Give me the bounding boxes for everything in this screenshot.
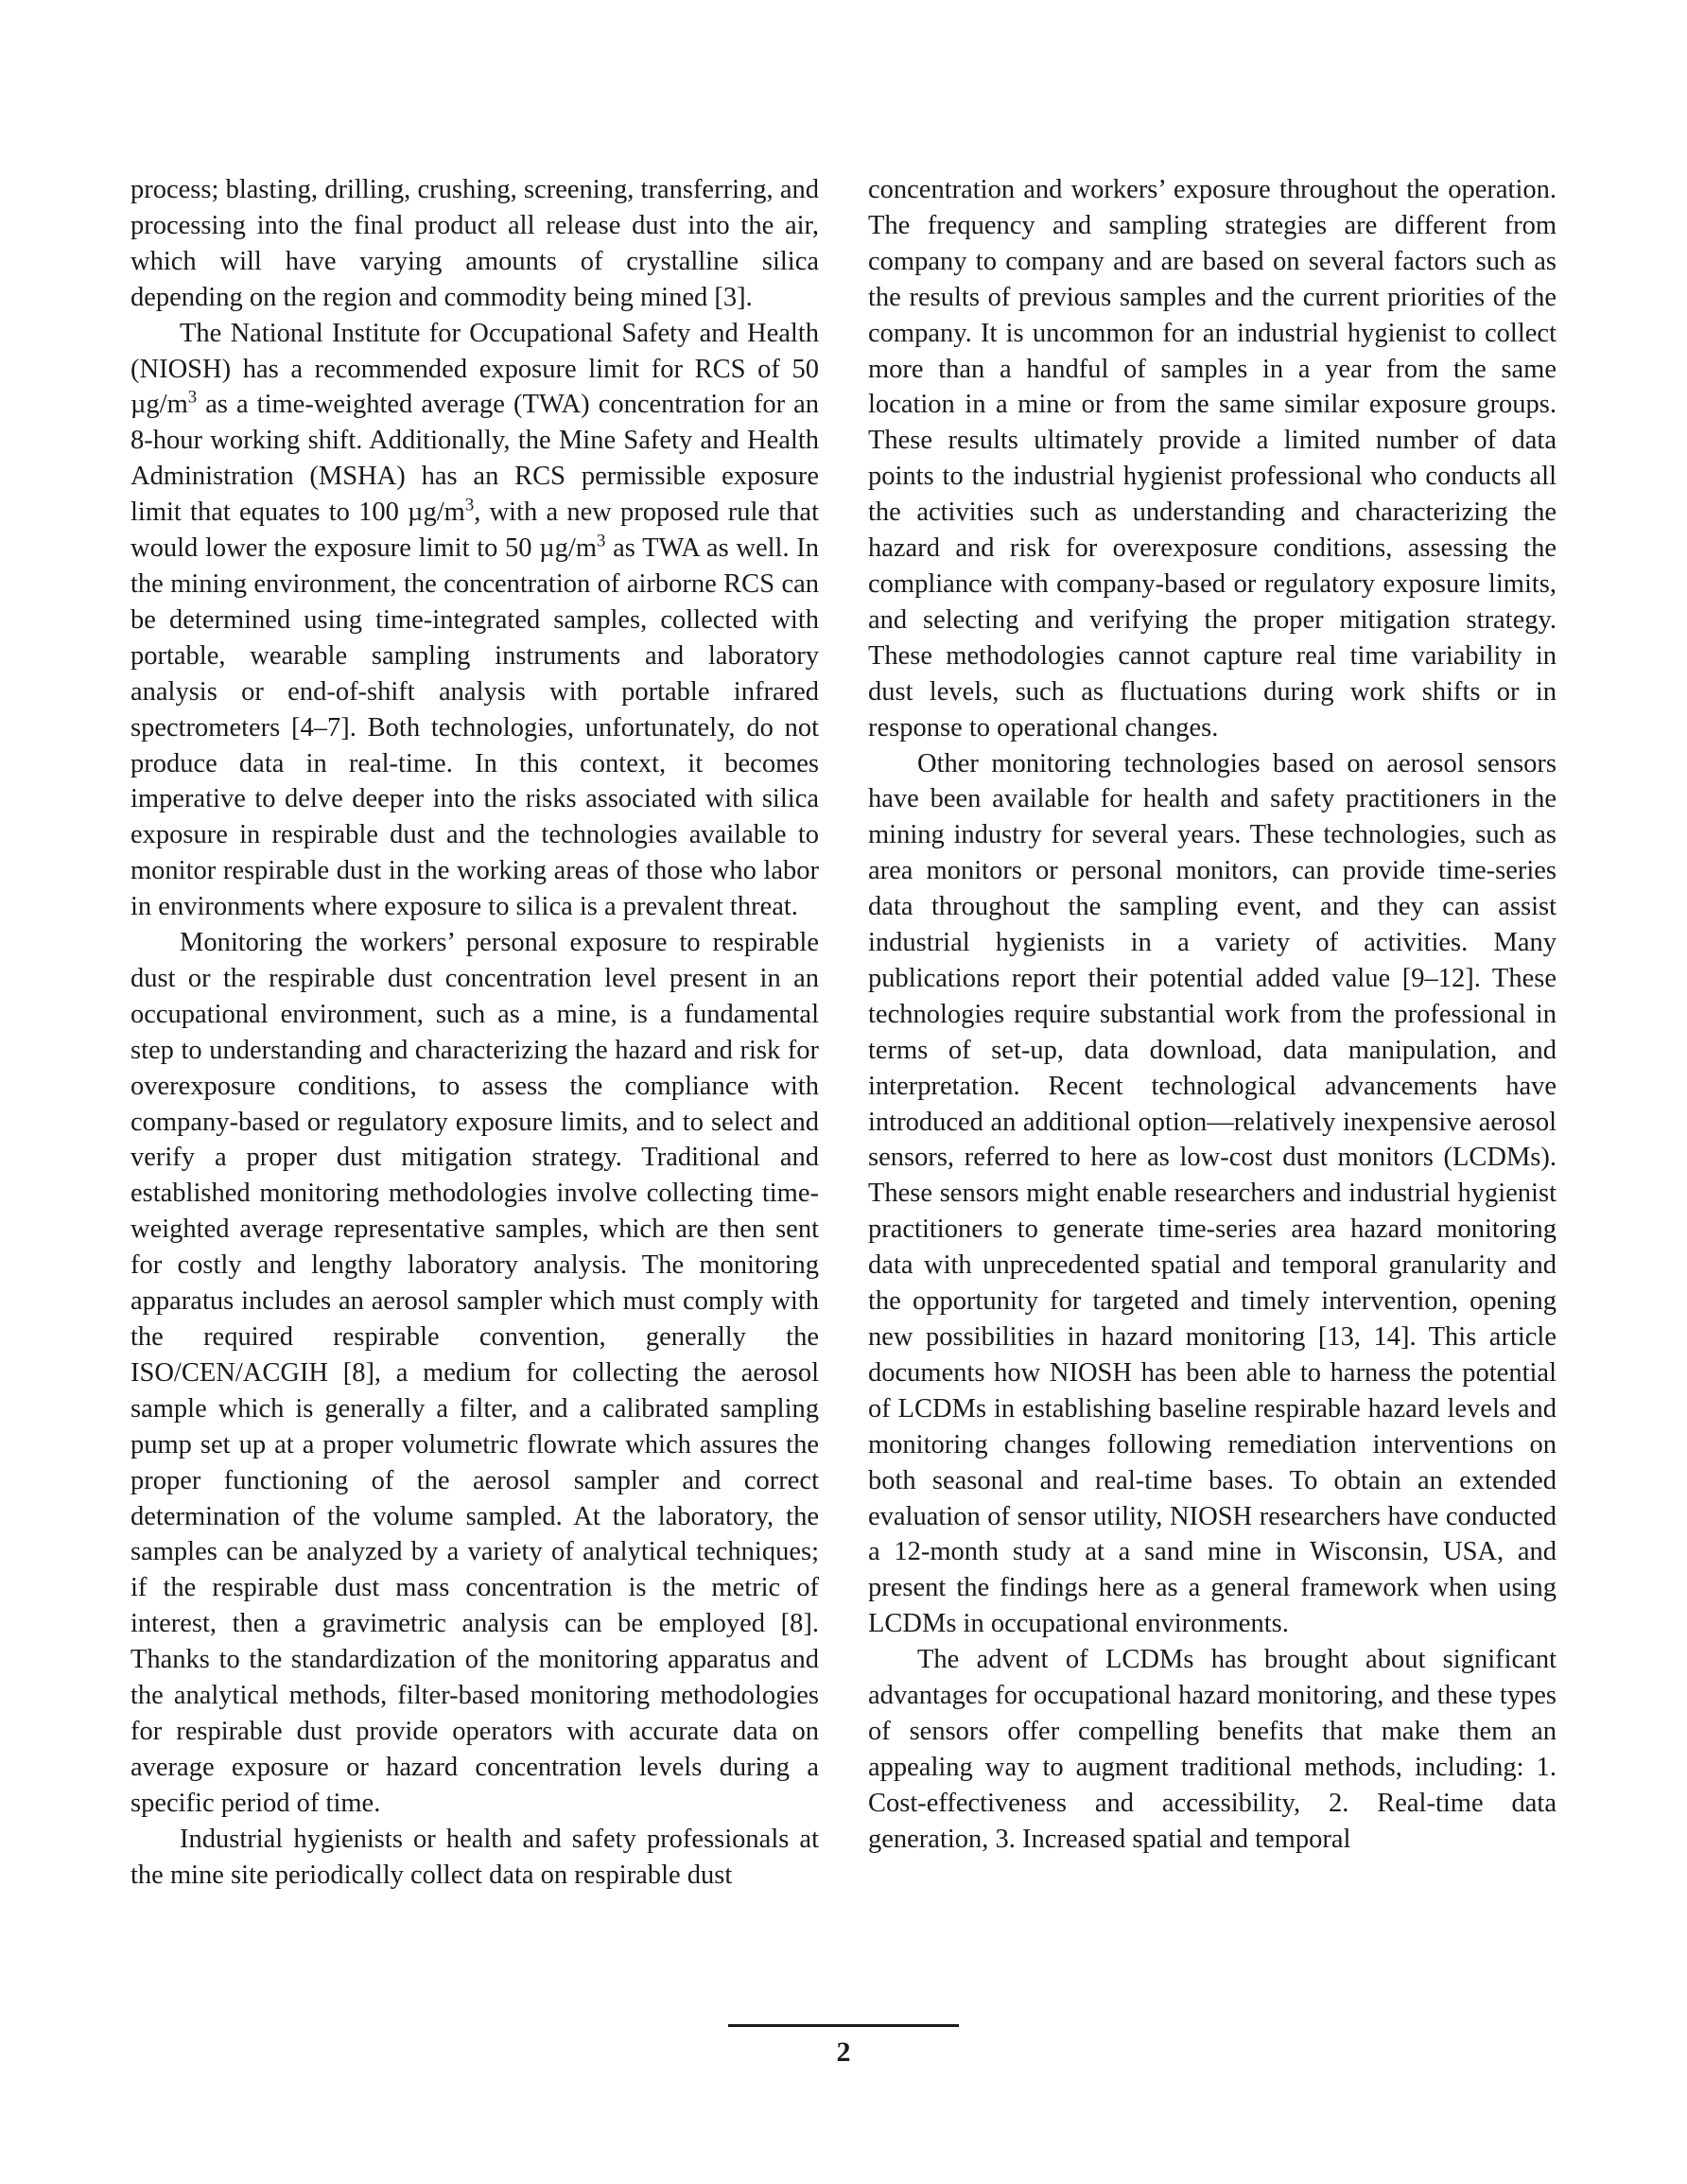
paragraph-continued: concentration and workers’ exposure throughout the operation. The frequency and sampling strategies are different from company to company and are based on several factors such as the results of previous samples and the current priorities of the company. It is uncommon for an industrial hygienist to collect more than a handful of samples in a year from the same location in a mine or from the same similar exposure groups. These results ultimately provide a limited number of data points to the industrial hygienist professional who conducts all the activities such as understanding and characterizing the hazard and risk for overexposure conditions, assessing the compliance with company-based or regulatory exposure limits, and selecting and verifying the proper mitigation strategy. These methodologies cannot capture real time variability in dust levels, such as fluctuations during work shifts or in response to operational changes.: [868, 175, 1557, 743]
footer-rule: [728, 2024, 959, 2027]
paragraph-advent-of-lcdms: The advent of LCDMs has brought about significant advantages for occupational hazard monitoring, and these types of sensors offer compelling benefits that make them an appealing way to augment traditional methods, including: 1. Cost-effectiveness and accessibility, 2. Real-time data generation, 3. Increased spatial and temporal: [868, 1645, 1557, 1854]
superscript-cubed: 3: [187, 387, 198, 408]
paragraph-other-monitoring-technologies: Other monitoring technologies based on aerosol sensors have been available for health and safety practitioners in the mining industry for several years. These technologies, such as area monitors or personal monitors, can provide time-series data throughout the sampling event, and they can assist industrial hygienists in a variety of activities. Many publications report their potential added value [9–12]. These technologies require substantial work from the professional in terms of set-up, data download, data manipulation, and interpretation. Recent technological advancements have introduced an additional option—relatively inexpensive aerosol sensors, referred to here as low-cost dust monitors (LCDMs). These sensors might enable researchers and industrial hygienist practitioners to generate time-series area hazard monitoring data with unprecedented spatial and temporal granularity and the opportunity for targeted and timely intervention, opening new possibilities in hazard monitoring [13, 14]. This article documents how NIOSH has been able to harness the potential of LCDMs in establishing baseline respirable hazard levels and monitoring changes following remediation interventions on both seasonal and real-time bases. To obtain an extended evaluation of sensor utility, NIOSH researchers have conducted a 12-month study at a sand mine in Wisconsin, USA, and present the findings here as a general framework when using LCDMs in occupational environments.: [868, 748, 1557, 1639]
page-number: 2: [836, 2036, 851, 2068]
superscript-cubed: 3: [464, 495, 475, 515]
paragraph-segment: , with a new proposed rule that would lower the exposure limit to 50 µg/m: [130, 498, 819, 564]
superscript-cubed: 3: [597, 531, 606, 551]
paragraph-monitoring-exposure: Monitoring the workers’ personal exposure to respirable dust or the respirable dust concentration level present in an occupational environment, such as a mine, is a fundamental step to understanding and characterizing the hazard and risk for overexposure conditions, to assess the compliance with company-based or regulatory exposure limits, and to select and verify a proper dust mitigation strategy. Traditional and established monitoring methodologies involve collecting time-weighted average representative samples, which are then sent for costly and lengthy laboratory analysis. The monitoring apparatus includes an aerosol sampler which must comply with the required respirable convention, generally the ISO/CEN/ACGIH [8], a medium for collecting the aerosol sample which is generally a filter, and a calibrated sampling pump set up at a proper volumetric flowrate which assures the proper functioning of the aerosol sampler and correct determination of the volume sampled. At the laboratory, the samples can be analyzed by a variety of analytical techniques; if the respirable dust mass concentration is the metric of interest, then a gravimetric analysis can be employed [8]. Thanks to the standardization of the monitoring apparatus and the analytical methods, filter-based monitoring methodologies for respirable dust provide operators with accurate data on average exposure or hazard concentration levels during a specific period of time.: [130, 928, 819, 1818]
right-text-column: [868, 172, 1557, 1858]
paragraph-segment: The National Institute for Occupational Safety and Health (NIOSH) has a recommended exposure limit for RCS of 50 µg/m: [130, 318, 819, 420]
left-text-column: [130, 172, 819, 1894]
paragraph-niosh-exposure-limit: [130, 316, 819, 925]
paragraph-segment: as a time-weighted average (TWA) concentration for an 8-hour working shift. Additionally, the Mine Safety and Health Administration (MSHA) has an RCS permissible exposure limit that equates to 100 µg/m: [130, 390, 819, 528]
paragraph-industrial-hygienists: Industrial hygienists or health and safety professionals at the mine site periodically collect data on respirable dust: [130, 1824, 819, 1890]
paragraph-continued: process; blasting, drilling, crushing, screening, transferring, and processing into the final product all release dust into the air, which will have varying amounts of crystalline silica depending on the region and commodity being mined [3].: [130, 175, 819, 312]
paragraph-segment: as TWA as well. In the mining environment, the concentration of airborne RCS can be determined using time-integrated samples, collected with portable, wearable sampling instruments and laboratory analysis or end-of-shift analysis with portable infrared spectrometers [4–7]. Both technologies, unfortunately, do not produce data in real-time. In this context, it becomes imperative to delve deeper into the risks associated with silica exposure in respirable dust and the technologies available to monitor respirable dust in the working areas of those who labor in environments where exposure to silica is a prevalent threat.: [130, 533, 820, 922]
